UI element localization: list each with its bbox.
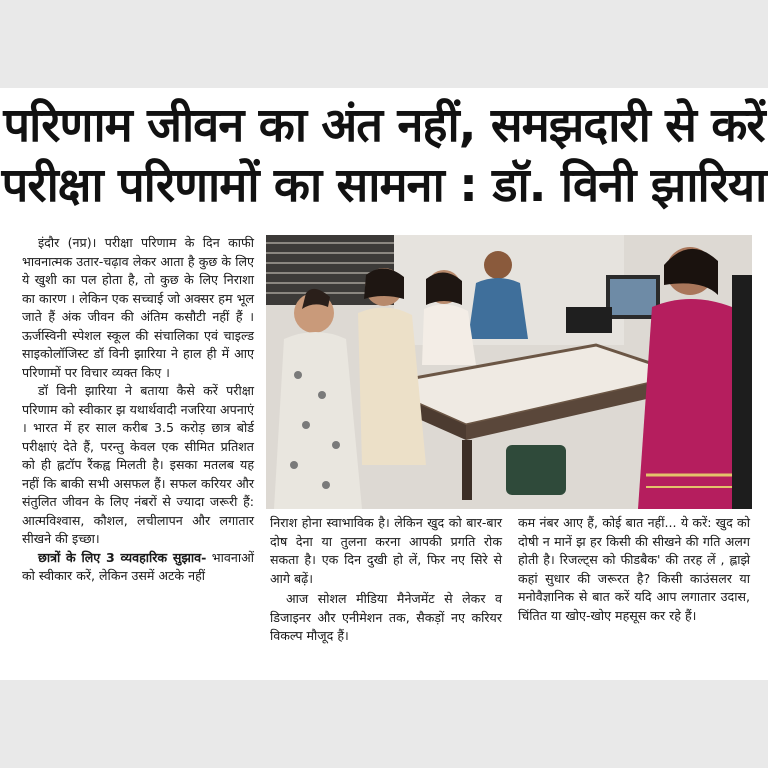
paragraph: इंदौर (नप्र)। परीक्षा परिणाम के दिन काफी भावनात्मक उतार-चढ़ाव लेकर आता है कुछ के लिए ये खुशी का पल होता है, तो कुछ के लिए निराशा का कारण । लेकिन एक सच्चाई जो अक्सर हम भूल जाते हैं अंक जीवन की अंतिम कसौटी नहीं हैं । ऊर्जस्विनी स्पेशल स्कूल की संचालिका एवं चाइल्ड साइकोलॉजिस्ट डॉ विनी झारिया ने हाल ही में आए परिणामों पर विचार व्यक्त किए । [22,235,254,380]
paragraph: आज सोशल मीडिया मैनेजमेंट से लेकर व डिजाइनर और एनीमेशन तक, सैकड़ों नए करियर विकल्प मौजूद हैं। [270,591,502,643]
article-column-3 [518,514,750,625]
article-photo [266,235,752,509]
paragraph: निराश होना स्वाभाविक है। लेकिन खुद को बार-बार दोष देना या तुलना करना आपकी प्रगति रोक सकता है। एक दिन दुखी हो लें, फिर नए सिरे से आगे बढ़ें। [270,515,502,586]
article-column-2 [270,514,502,646]
article-column-1 [22,234,254,586]
headline [0,96,768,216]
paragraph-text: भावनाओं को स्वीकार करें, लेकिन उसमें अटके नहीं [22,549,254,583]
newspaper-clipping [0,88,768,680]
photo-illustration [266,235,752,509]
paragraph [22,549,254,586]
subheading: छात्रों के लिए 3 व्यवहारिक सुझाव- [38,549,207,565]
headline-line-1: परिणाम जीवन का अंत नहीं, समझदारी से करें [3,98,765,153]
paragraph: कम नंबर आए हैं, कोई बात नहीं... ये करें: खुद को दोषी न मानें झ हर किसी की सीखने की गति अलग होती है। रिजल्ट्स को फीडबैक' की तरह लें , ह्लाझे कहां सुधार की जरूरत है? किसी काउंसलर या मनोवैज्ञानिक से बात करें यदि आप लगातार उदास, चिंतित या खोए-खोए महसूस कर रहे हैं। [518,515,750,623]
paragraph: डॉ विनी झारिया ने बताया कैसे करें परीक्षा परिणाम को स्वीकार झ यथार्थवादी नजरिया अपनाएं । भारत में हर साल करीब 3.5 करोड़ छात्र बोर्ड परीक्षाएं देते हैं, परन्तु केवल एक सीमित प्रतिशत को ही ह्लटॉप रैंकह्व मिलती है। इसका मतलब यह नहीं कि बाकी सभी असफल हैं। सफल करियर और संतुलित जीवन के लिए नंबरों से ज्यादा जरूरी हैं: आत्मविश्वास, कौशल, लचीलापन और लगातार सीखने की इच्छा। [22,383,254,546]
headline-line-2: परीक्षा परिणामों का सामना : डॉ. विनी झारिया [1,158,767,213]
